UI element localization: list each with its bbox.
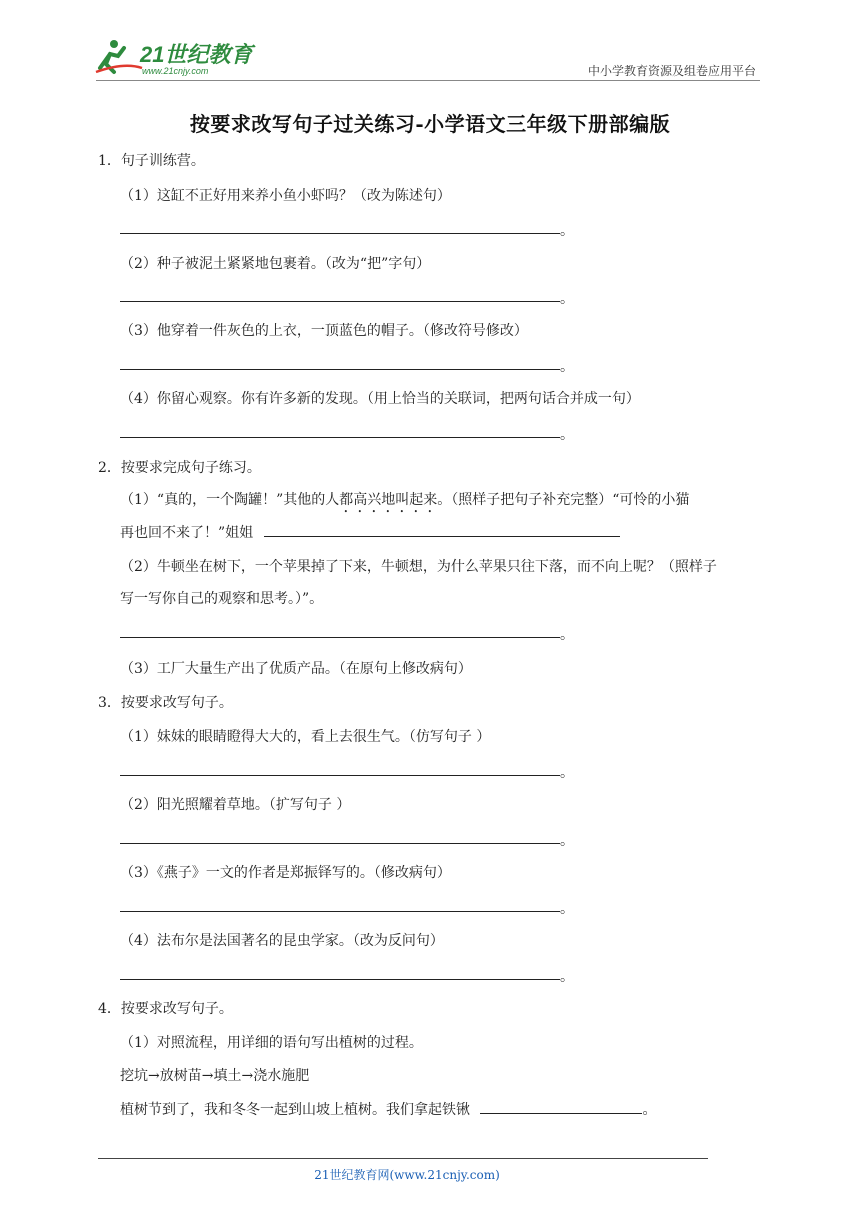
question-1-stem: 1．句子训练营。: [98, 153, 205, 169]
q3-sub4-answer-line[interactable]: [120, 979, 560, 980]
period: 。: [560, 901, 574, 917]
q2-sub1: [120, 489, 689, 516]
period: 。: [560, 359, 574, 375]
period: 。: [642, 1102, 657, 1118]
q2-sub1-answer-line[interactable]: [264, 524, 620, 537]
q3-sub2: （2）阳光照耀着草地。（扩写句子 ）: [120, 797, 351, 813]
period: 。: [560, 291, 574, 307]
q2-sub1-part-c: 。（照样子把句子补充完整）“可怜的小猫: [437, 492, 690, 508]
q4-flow: 挖坑→放树苗→填土→浇水施肥: [120, 1068, 310, 1084]
period: 。: [560, 427, 574, 443]
q2-sub2-cont: 写一写你自己的观察和思考。）”。: [120, 591, 324, 607]
q2-sub1-part-d: 再也回不来了！”姐姐: [120, 525, 254, 541]
q4-sub2: [120, 1099, 656, 1119]
footer-text: 21世纪教育网(www.21cnjy.com): [314, 1168, 500, 1182]
q1-sub4: （4）你留心观察。你有许多新的发现。（用上恰当的关联词，把两句话合并成一句）: [120, 391, 640, 407]
period: 。: [560, 969, 574, 985]
q3-sub1-answer-line[interactable]: [120, 775, 560, 776]
period: 。: [560, 627, 574, 643]
page-title: 按要求改写句子过关练习-小学语文三年级下册部编版: [189, 112, 671, 136]
period: 。: [560, 765, 574, 781]
q1-sub3-answer-line[interactable]: [120, 369, 560, 370]
q3-sub3: （3）《燕子》一文的作者是郑振铎写的。（修改病句）: [120, 865, 451, 881]
q1-sub4-answer-line[interactable]: [120, 437, 560, 438]
q2-sub2: （2）牛顿坐在树下，一个苹果掉了下来，牛顿想，为什么苹果只往下落，而不向上呢？（照样子: [120, 559, 717, 575]
platform-name: 中小学教育资源及组卷应用平台: [587, 64, 756, 78]
footer-divider: [98, 1158, 708, 1159]
q3-sub2-answer-line[interactable]: [120, 843, 560, 844]
question-3-stem: 3．按要求改写句子。: [98, 695, 233, 711]
q3-sub1: （1）妹妹的眼睛瞪得大大的，看上去很生气。（仿写句子 ）: [120, 729, 491, 745]
logo-text: 21世纪教育: [140, 42, 253, 67]
header-divider: [96, 80, 760, 81]
q1-sub2: （2）种子被泥土紧紧地包裹着。（改为“把”字句）: [120, 256, 431, 272]
q3-sub3-answer-line[interactable]: [120, 911, 560, 912]
site-logo: [94, 38, 264, 78]
q2-sub1-cont: [120, 522, 620, 542]
q2-sub1-part-a: （1）“真的，一个陶罐！”其他的人: [120, 492, 340, 508]
question-4-stem: 4．按要求改写句子。: [98, 1001, 233, 1017]
q4-sub1: （1）对照流程，用详细的语句写出植树的过程。: [120, 1035, 423, 1051]
question-2-stem: 2．按要求完成句子练习。: [98, 460, 261, 476]
q2-sub1-emphasis: 都高兴地叫起来: [339, 492, 438, 508]
q1-sub3: （3）他穿着一件灰色的上衣，一顶蓝色的帽子。（修改符号修改）: [120, 323, 528, 339]
q2-sub2-answer-line[interactable]: [120, 637, 560, 638]
period: 。: [560, 833, 574, 849]
q1-sub2-answer-line[interactable]: [120, 301, 560, 302]
q1-sub1-answer-line[interactable]: [120, 233, 560, 234]
period: 。: [560, 223, 574, 239]
q1-sub1: （1）这缸不正好用来养小鱼小虾吗？（改为陈述句）: [120, 188, 451, 204]
q2-sub3: （3）工厂大量生产出了优质产品。（在原句上修改病句）: [120, 661, 472, 677]
logo-url: www.21cnjy.com: [142, 66, 209, 76]
q4-sub2-answer-line[interactable]: [480, 1101, 642, 1114]
q4-sub2-text: 植树节到了，我和冬冬一起到山坡上植树。我们拿起铁锹: [120, 1102, 470, 1118]
runner-icon: [96, 40, 142, 72]
q3-sub4: （4）法布尔是法国著名的昆虫学家。（改为反问句）: [120, 933, 444, 949]
